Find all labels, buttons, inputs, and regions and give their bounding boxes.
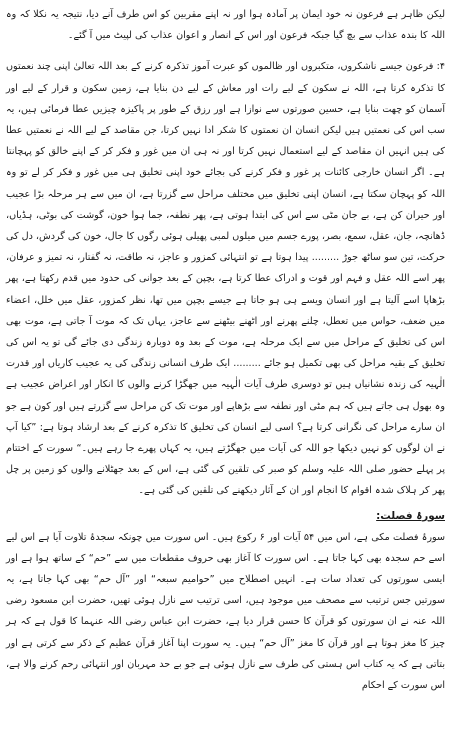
paragraph-blessings-creation: ۴: فرعون جیسے ناشکروں، متکبروں اور ظالموں کو عبرت آموز تذکرہ کرنے کے بعد اللہ تعالیٰ اپنی چند نعمتوں کا تذکرہ کرتا ہے، اللہ نے سکون کے لیے رات اور معاش کے لیے دن بنایا ہے، زمین سکون و قرار کے لیے اور آسمان کو چھت بنایا ہے، حسین صورتوں سے نوازا ہے اور رزق کے طور پر پاکیزہ چیزیں عطا فرمائی ہیں، یہ سب اس کی نعمتیں ہیں لیکن انسان ان نعمتوں کا شکر ادا نہیں کرتا، جن مقاصد کے لیے اللہ نے نعمتیں عطا کی ہیں انہیں ان مقاصد کے لیے استعمال نہیں کرتا اور نہ ہی ان میں غور و فکر کر کے اپنے خالق کو پہچانتا ہے۔ اگر انسان خارجی کائنات پر غور و فکر کرنے کی بجائے خود اپنی تخلیق ہی میں غور و فکر کر لے تو وہ اللہ کو پہچان سکتا ہے، انسان اپنی تخلیق میں مختلف مراحل سے گزرتا ہے، ان میں سے ہر مرحلہ بڑا عجیب اور حیران کن ہے، بے جان مٹی سے اس کی ابتدا ہوتی ہے، پھر نطفہ، جما ہوا خون، گوشت کی بوٹی، ہڈیاں، ڈھانچہ، جان، عقل، سمع، بصر، پورے جسم میں میلوں لمبی پھیلی ہوئی رگوں کا جال، خون کی گردش، دل کی حرکت، تین سو ساٹھ جوڑ ......... پیدا ہوتا ہے تو انتہائی کمزور و عاجز، نہ طاقت، نہ گفتار، نہ تمیز و عرفان، پھر اسے اللہ عقل و فہم اور قوت و ادراک عطا کرتا ہے، بچپن کے بعد جوانی کی حدود میں قدم رکھتا ہے، پھر بڑھاپا اسے آلیتا ہے اور انسان ویسے ہی ہو جاتا ہے جیسے بچپن میں تھا، نظر کمزور، عقل میں خلل، اعضاء میں ضعف، حواس میں تعطل، چلنے پھرنے اور اٹھنے بیٹھنے سے عاجز، یہاں تک کہ موت آ جاتی ہے، موت بھی اس کی تخلیق کے مراحل میں سے ایک مرحلہ ہے، موت کے بعد وہ دوبارہ زندگی دی جائے گی تو یہ اس کی تخلیق کے بقیہ مراحل کی بھی تکمیل ہو جائے ......... ایک طرف انسانی زندگی کی یہ عجیب کاریاں اور قدرت الٰہیہ کی زندہ نشانیاں ہیں تو دوسری طرف آیات الٰہیہ میں جھگڑا کرنے والوں کا انکار اور اعراض عجیب ہے وہ بھول ہی جاتے ہیں کہ ہم مٹی اور نطفہ سے بڑھاپے اور موت تک کن مراحل سے گزرتے ہیں اور کون ہے جو ان سارے مراحل کی نگرانی کرتا ہے؟ اسی لیے انسان کی تخلیق کا تذکرہ کرنے کے بعد ارشاد ہوتا ہے: ”کیا آپ نے ان لوگوں کو نہیں دیکھا جو اللہ کی آیات میں جھگڑتے ہیں، یہ کہاں پھرے جا رہے ہیں۔“ سورت کے اختتام پر پہلے حضور صلی اللہ علیہ وسلم کو صبر کی تلقین کی گئی ہے، اس کے بعد جھٹلانے والوں کو زمین پر چل پھر کر ہلاک شدہ اقوام کا انجام اور ان کے آثار دیکھنے کی تلقین کی گئی ہے۔ xyxy=(6,61,445,497)
section-heading-surah-fussilat: سورۂ فصلت: xyxy=(376,509,445,522)
paragraph-pharaoh-conclusion: لیکن ظاہر ہے فرعون نہ خود ایمان پر آمادہ ہوا اور نہ اپنے مقربین کو اس طرف آنے دیا، نتیجہ یہ نکلا کہ وہ اللہ کا بندہ عذاب سے بچ گیا جبکہ فرعون اور اس کے انصار و اعوان عذاب کی لپیٹ میں آ گئے۔ xyxy=(6,9,445,42)
paragraph-surah-fussilat-intro: سورۂ فصلت مکی ہے، اس میں ۵۴ آیات اور ۶ رکوع ہیں۔ اس سورت میں چونکہ سجدۂ تلاوت آیا ہے اس لیے اسے حم سجدہ بھی کہا جاتا ہے۔ اس سورت کا آغاز بھی حروف مقطعات میں سے ”حم“ کے ساتھ ہوا ہے اور ایسی سورتوں کی تعداد سات ہے۔ انہیں اصطلاح میں ”حوامیم سبعہ“ اور ”آل حم“ بھی کہا جاتا ہے، یہ سورتیں جس ترتیب سے مصحف میں موجود ہیں، اسی ترتیب سے نازل ہوئی تھیں، حضرت ابن مسعود رضی اللہ عنہ نے ان سورتوں کو قرآن کا حسن قرار دیا ہے، حضرت ابن عباس رضی اللہ عنہما کا قول ہے کہ ہر چیز کا مغز ہوتا ہے اور قرآن کا مغز ”آل حم“ ہیں۔ یہ سورت اپنا آغاز قرآن عظیم کے ذکر سے کرتی ہے اور بتاتی ہے کہ یہ کتاب اس ہستی کی طرف سے نازل ہوئی ہے جو بے حد مہربان اور انتہائی رحم کرنے والا ہے، اس سورت کے احکام xyxy=(6,531,445,692)
